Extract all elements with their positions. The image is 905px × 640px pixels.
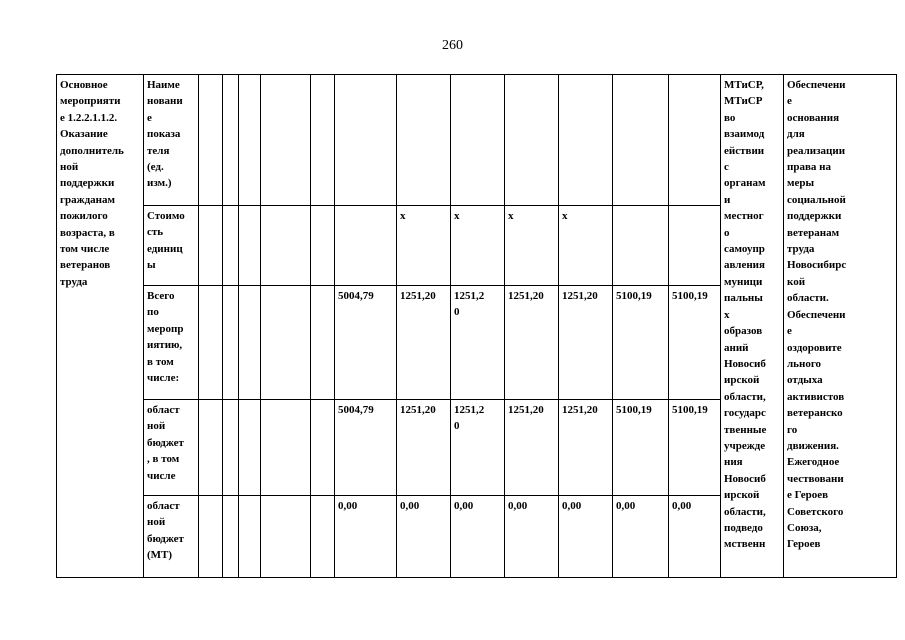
- empty-cell: [311, 75, 335, 206]
- value-cell: [335, 75, 397, 206]
- value-cell: 1251,20: [559, 400, 613, 496]
- empty-cell: [261, 400, 311, 496]
- value-cell: 5100,19: [669, 286, 721, 400]
- value-cell: х: [559, 206, 613, 286]
- row-label: област ной бюджет , в том числе: [144, 400, 199, 496]
- value-cell: 1251,20: [397, 400, 451, 496]
- value-cell: х: [397, 206, 451, 286]
- empty-cell: [311, 400, 335, 496]
- value-cell: х: [451, 206, 505, 286]
- row-label: област ной бюджет (МТ): [144, 496, 199, 578]
- value-cell: 0,00: [613, 496, 669, 578]
- empty-cell: [223, 75, 239, 206]
- value-cell: х: [505, 206, 559, 286]
- row-label: Всего по меропр иятию, в том числе:: [144, 286, 199, 400]
- page-number: 260: [442, 38, 463, 53]
- value-cell: [397, 75, 451, 206]
- empty-cell: [311, 206, 335, 286]
- empty-cell: [261, 206, 311, 286]
- empty-cell: [199, 496, 223, 578]
- empty-cell: [261, 496, 311, 578]
- row-label: Стоимо сть единиц ы: [144, 206, 199, 286]
- empty-cell: [199, 286, 223, 400]
- value-cell: 1251,20: [559, 286, 613, 400]
- value-cell: [613, 75, 669, 206]
- value-cell: 0,00: [335, 496, 397, 578]
- row-label: Наиме новани е показа теля (ед. изм.): [144, 75, 199, 206]
- value-cell: [505, 75, 559, 206]
- value-cell: 0,00: [505, 496, 559, 578]
- empty-cell: [223, 206, 239, 286]
- budget-table: [56, 74, 897, 578]
- value-cell: 0,00: [397, 496, 451, 578]
- value-cell: 5004,79: [335, 400, 397, 496]
- value-cell: [559, 75, 613, 206]
- value-cell: 1251,20: [505, 286, 559, 400]
- value-cell: 1251,20: [397, 286, 451, 400]
- empty-cell: [239, 206, 261, 286]
- empty-cell: [223, 286, 239, 400]
- value-cell: 1251,20: [505, 400, 559, 496]
- value-cell: 5004,79: [335, 286, 397, 400]
- empty-cell: [261, 286, 311, 400]
- value-cell: 0,00: [669, 496, 721, 578]
- empty-cell: [239, 75, 261, 206]
- value-cell: [669, 75, 721, 206]
- empty-cell: [239, 400, 261, 496]
- value-cell: 1251,2 0: [451, 286, 505, 400]
- value-cell: 5100,19: [669, 400, 721, 496]
- empty-cell: [223, 400, 239, 496]
- empty-cell: [199, 206, 223, 286]
- value-cell: [335, 206, 397, 286]
- value-cell: 0,00: [559, 496, 613, 578]
- value-cell: 1251,2 0: [451, 400, 505, 496]
- empty-cell: [239, 496, 261, 578]
- empty-cell: [223, 496, 239, 578]
- empty-cell: [199, 75, 223, 206]
- value-cell: 5100,19: [613, 400, 669, 496]
- event-name-cell: Основное мероприяти е 1.2.2.1.1.2. Оказание дополнитель ной поддержки гражданам пожилого возраста, в том числе ветеранов труда: [57, 75, 144, 578]
- empty-cell: [261, 75, 311, 206]
- value-cell: [613, 206, 669, 286]
- empty-cell: [311, 286, 335, 400]
- value-cell: 0,00: [451, 496, 505, 578]
- empty-cell: [311, 496, 335, 578]
- table-row: [57, 75, 897, 206]
- value-cell: 5100,19: [613, 286, 669, 400]
- value-cell: [451, 75, 505, 206]
- empty-cell: [239, 286, 261, 400]
- value-cell: [669, 206, 721, 286]
- empty-cell: [199, 400, 223, 496]
- executor-cell: МТиСР, МТиСР во взаимод ействии с органам и местног о самоупр авления муници пальны х образов аний Новосиб ирской области, государс твенные учрежде ния Новосиб ирской области, подведо мственн: [721, 75, 784, 578]
- result-cell: Обеспечени е основания для реализации права на меры социальной поддержки ветеранам труда Новосибирс кой области. Обеспечени е оздоровите льного отдыха активистов ветеранско го движения. Ежегодное чествовани е Героев Советского Союза, Героев: [784, 75, 897, 578]
